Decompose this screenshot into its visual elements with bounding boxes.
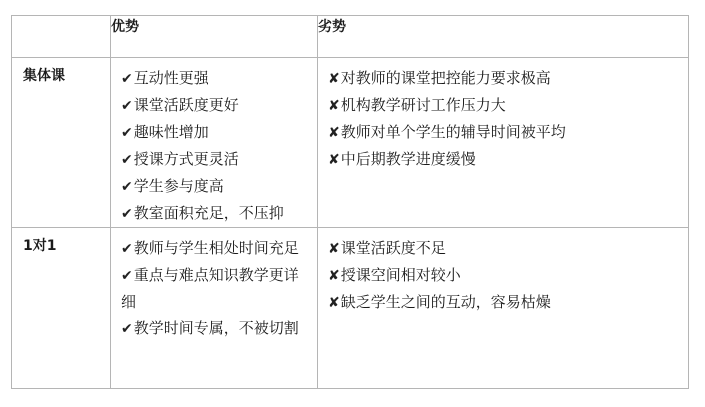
cross-icon: ✘ <box>328 125 340 141</box>
row-label-group-class: 集体课 <box>12 58 111 228</box>
header-row <box>12 16 689 58</box>
check-icon: ✔ <box>121 179 133 195</box>
cross-icon: ✘ <box>328 241 340 257</box>
pros-cell-group-class <box>111 58 318 228</box>
check-icon: ✔ <box>121 268 133 284</box>
pro-text: 教师与学生相处时间充足 <box>133 239 299 257</box>
con-item <box>328 235 678 262</box>
header-cons: 劣势 <box>318 16 689 58</box>
cons-cell-one-on-one <box>318 228 689 389</box>
cross-icon: ✘ <box>328 98 340 114</box>
pro-text: 教室面积充足，不压抑 <box>133 204 284 222</box>
pro-item <box>121 315 307 342</box>
con-item <box>328 262 678 289</box>
pro-item <box>121 65 307 92</box>
pro-text: 授课方式更灵活 <box>133 150 239 168</box>
table-row-one-on-one <box>12 228 689 389</box>
con-text: 缺乏学生之间的互动，容易枯燥 <box>340 293 551 311</box>
con-text: 机构教学研讨工作压力大 <box>340 96 506 114</box>
pro-item <box>121 173 307 200</box>
pro-item <box>121 200 307 227</box>
check-icon: ✔ <box>121 152 133 168</box>
pro-text: 互动性更强 <box>133 69 209 87</box>
table-row-group-class <box>12 58 689 228</box>
cross-icon: ✘ <box>328 268 340 284</box>
header-pros: 优势 <box>111 16 318 58</box>
pro-text: 趣味性增加 <box>133 123 209 141</box>
con-text: 教师对单个学生的辅导时间被平均 <box>340 123 566 141</box>
pro-item <box>121 92 307 119</box>
pro-text: 教学时间专属，不被切割 <box>133 319 299 337</box>
cross-icon: ✘ <box>328 152 340 168</box>
row-label-one-on-one: 1对1 <box>12 228 111 389</box>
cross-icon: ✘ <box>328 295 340 311</box>
con-item <box>328 119 678 146</box>
con-item <box>328 92 678 119</box>
cross-icon: ✘ <box>328 71 340 87</box>
con-item <box>328 289 678 316</box>
pro-text: 重点与难点知识教学更详细 <box>121 266 299 311</box>
pro-item <box>121 119 307 146</box>
pro-text: 学生参与度高 <box>133 177 224 195</box>
check-icon: ✔ <box>121 241 133 257</box>
check-icon: ✔ <box>121 206 133 222</box>
con-item <box>328 65 678 92</box>
check-icon: ✔ <box>121 71 133 87</box>
pro-item <box>121 262 307 315</box>
pro-text: 课堂活跃度更好 <box>133 96 239 114</box>
con-text: 课堂活跃度不足 <box>340 239 446 257</box>
comparison-table <box>11 15 689 389</box>
con-text: 授课空间相对较小 <box>340 266 461 284</box>
pro-item <box>121 146 307 173</box>
pros-cell-one-on-one <box>111 228 318 389</box>
cons-cell-group-class <box>318 58 689 228</box>
check-icon: ✔ <box>121 125 133 141</box>
pro-item <box>121 235 307 262</box>
con-item <box>328 146 678 173</box>
con-text: 中后期教学进度缓慢 <box>340 150 476 168</box>
header-empty-cell <box>12 16 111 58</box>
check-icon: ✔ <box>121 321 133 337</box>
check-icon: ✔ <box>121 98 133 114</box>
con-text: 对教师的课堂把控能力要求极高 <box>340 69 551 87</box>
